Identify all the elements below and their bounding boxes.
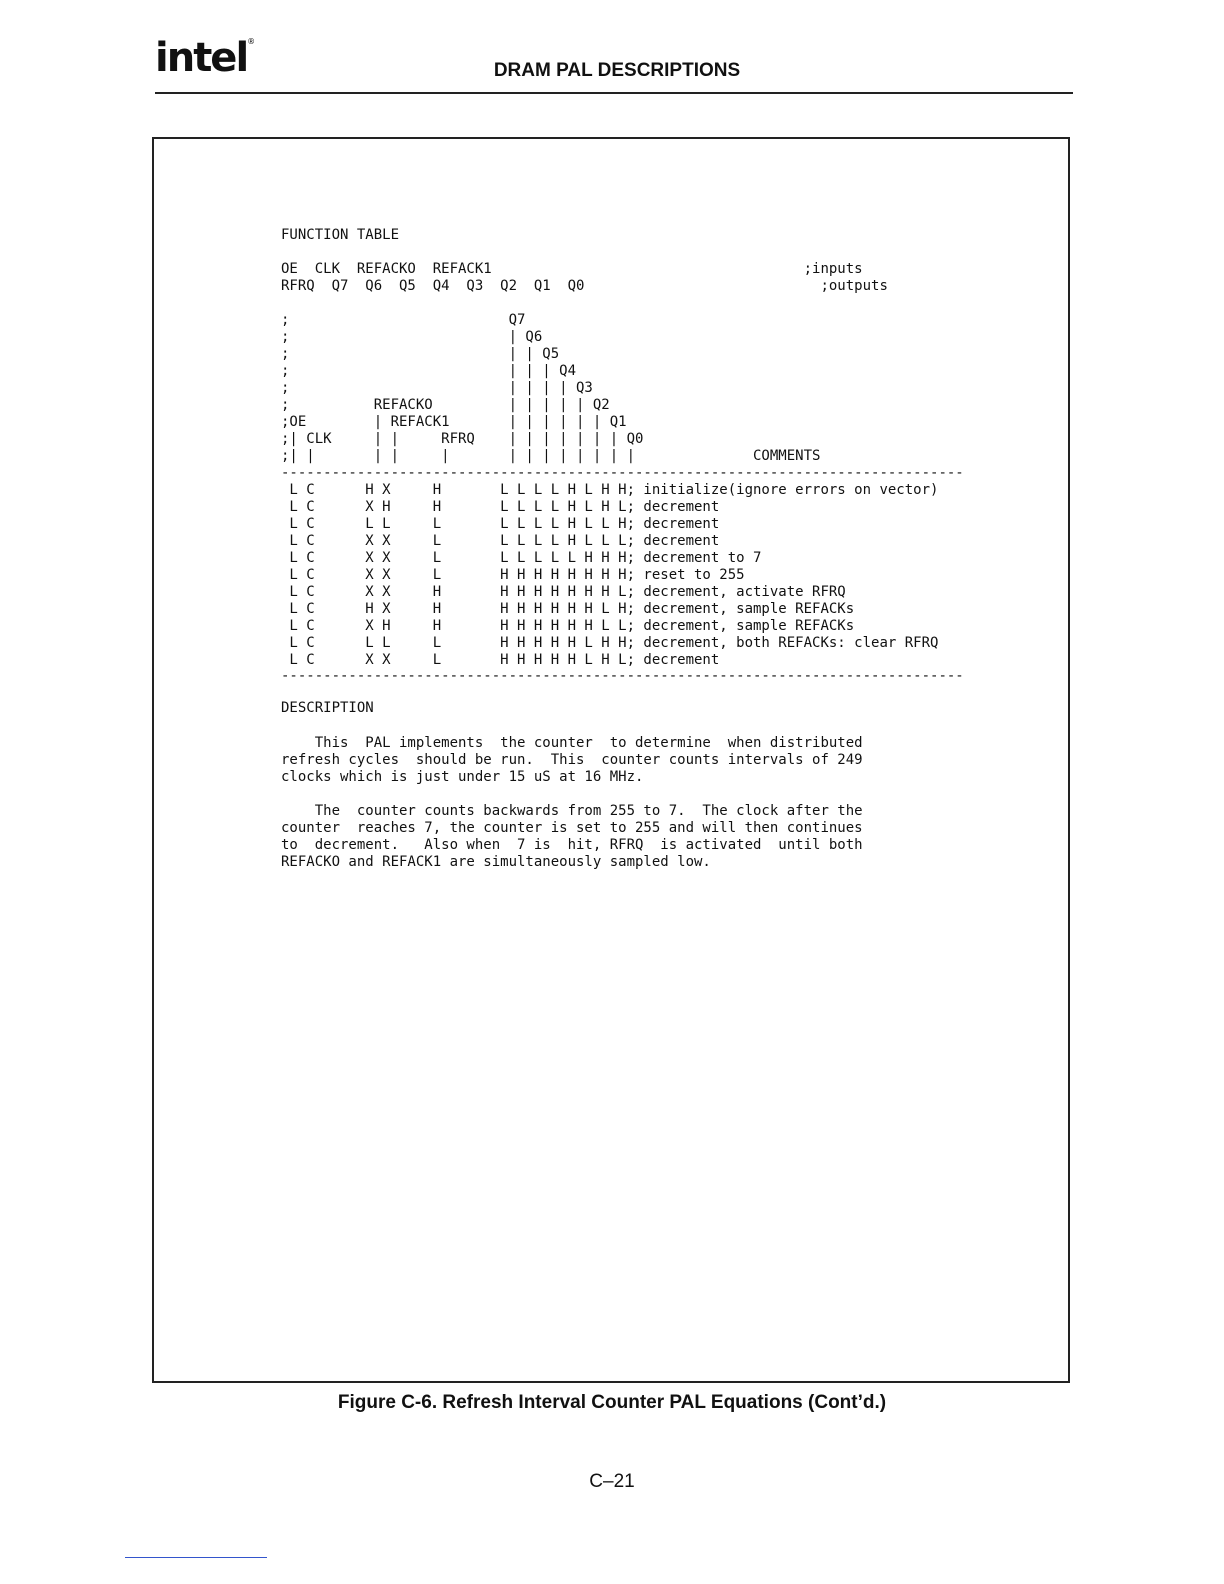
footer-link-underline — [125, 1557, 267, 1558]
page-header-title: DRAM PAL DESCRIPTIONS — [493, 60, 741, 81]
function-table-title: FUNCTION TABLE — [281, 227, 400, 243]
description-paragraph-1: This PAL implements the counter to determine when distributed refresh cycles should be run. This counter counts intervals of 249 clocks which is just under 15 uS at 16 MHz. — [281, 735, 863, 785]
page-number: C–21 — [589, 1471, 635, 1492]
table-rule-top: --------------------------------------------------------------------------------- — [281, 465, 964, 481]
description-title: DESCRIPTION — [281, 700, 374, 716]
table-rule-bottom: --------------------------------------------------------------------------------- — [281, 668, 964, 684]
intel-logo: intel® — [155, 35, 256, 81]
function-table-rows: L C H X H L L L L H L H H; initialize(ignore errors on vector) L C X H H L L L L H L H L; decrement L C L L L L L L L H L L H; decrement L C X X L L L L L H L L L; decrement L C X X L L L L L L H H H; decrement to 7 L C X X L H H H H H H H H; reset to 255 L C X X H H H H H H H H L; decrement, activate RFRQ L C H X H H H H H H H L H; decrement, sample REFACKs L C X H H H H H H H H L L; decrement, sample REFACKs L C L L L H H H H H L H H; decrement, both REFACKs: clear RFRQ L C X X L H H H H H L H L; decrement — [289, 482, 939, 668]
header-rule — [155, 92, 1073, 94]
figure-caption: Figure C-6. Refresh Interval Counter PAL Equations (Cont’d.) — [337, 1392, 887, 1413]
description-paragraph-2: The counter counts backwards from 255 to 7. The clock after the counter reaches 7, the counter is set to 255 and will then continues to decrement. Also when 7 is hit, RFRQ is activated until both REFACKO and REFACK1 are simultaneously sampled low. — [281, 803, 863, 870]
column-header-diagram: ; Q7 ; | Q6 ; | | Q5 ; | | | Q4 ; | | | | Q3 ; REFACKO | | | | | Q2 ;OE | REFACK1 | | | | | | Q1 ;| CLK | | RFRQ | | | | | | | Q0 ;| | | | | | | | | | | | | COMMENTS — [281, 312, 821, 464]
inputs-outputs-declaration: OE CLK REFACKO REFACK1 ;inputs RFRQ Q7 Q6 Q5 Q4 Q3 Q2 Q1 Q0 ;outputs — [281, 261, 888, 294]
